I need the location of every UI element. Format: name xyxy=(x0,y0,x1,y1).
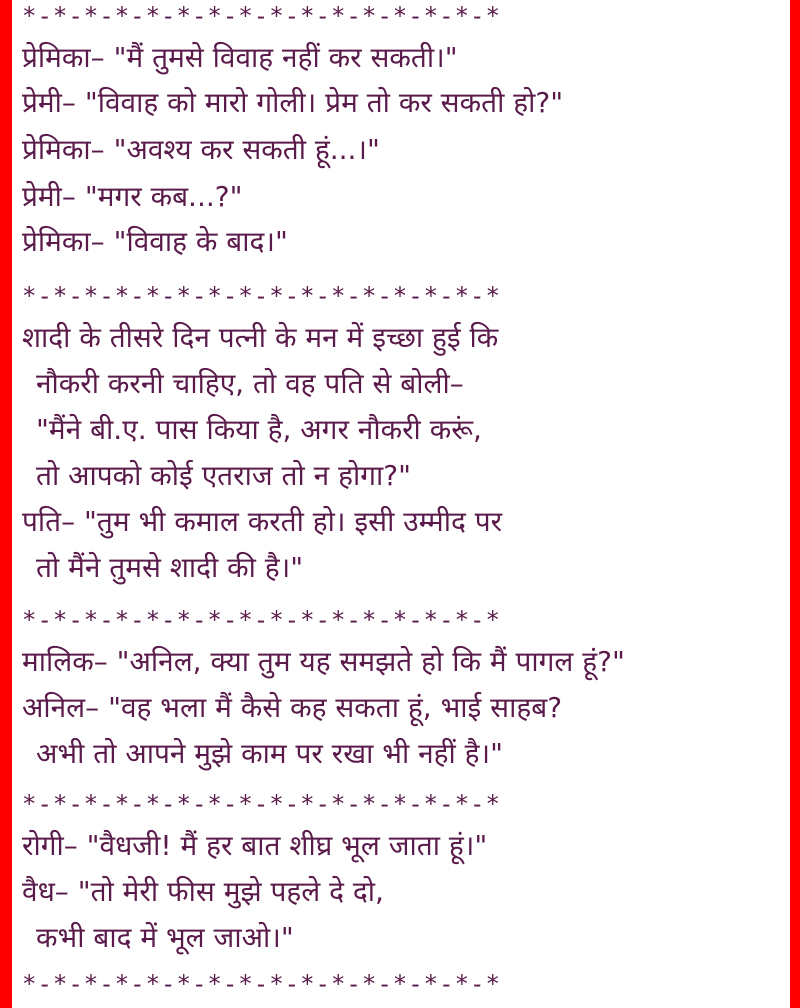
joke-3-line-2: अनिल– "वह भला मैं कैसे कह सकता हूं, भाई साहब? xyxy=(22,691,563,724)
joke-3-line-3: अभी तो आपने मुझे काम पर रखा भी नहीं है।" xyxy=(36,737,504,770)
joke-1-line-1: प्रेमिका– "मैं तुमसे विवाह नहीं कर सकती।" xyxy=(22,41,458,74)
left-red-border xyxy=(0,0,12,1008)
joke-1-line-5: प्रेमिका– "विवाह के बाद।" xyxy=(22,225,288,258)
right-red-border xyxy=(790,0,800,1008)
separator-line: *-*-*-*-*-*-*-*-*-*-*-*-*-*-*-* xyxy=(22,790,501,818)
joke-4-line-2: वैध– "तो मेरी फीस मुझे पहले दे दो, xyxy=(22,875,384,908)
joke-2-line-1: शादी के तीसरे दिन पत्नी के मन में इच्छा हुई कि xyxy=(22,321,499,354)
joke-3-line-1: मालिक– "अनिल, क्या तुम यह समझते हो कि मैं पागल हूं?" xyxy=(22,645,625,678)
joke-2-line-4: तो आपको कोई एतराज तो न होगा?" xyxy=(36,459,411,492)
joke-2-line-3: "मैंने बी.ए. पास किया है, अगर नौकरी करूं, xyxy=(36,413,482,446)
separator-line: *-*-*-*-*-*-*-*-*-*-*-*-*-*-*-* xyxy=(22,970,501,998)
separator-line: *-*-*-*-*-*-*-*-*-*-*-*-*-*-*-* xyxy=(22,606,501,634)
joke-2-line-6: तो मैंने तुमसे शादी की है।" xyxy=(36,551,304,584)
separator-line: *-*-*-*-*-*-*-*-*-*-*-*-*-*-*-* xyxy=(22,282,501,310)
separator-line: *-*-*-*-*-*-*-*-*-*-*-*-*-*-*-* xyxy=(22,2,501,30)
joke-4-line-3: कभी बाद में भूल जाओ।" xyxy=(36,921,294,954)
jokes-document xyxy=(22,0,787,1008)
joke-2-line-2: नौकरी करनी चाहिए, तो वह पति से बोली– xyxy=(36,367,464,400)
joke-1-line-4: प्रेमी– "मगर कब...?" xyxy=(22,180,243,213)
joke-2-line-5: पति– "तुम भी कमाल करती हो। इसी उम्मीद पर xyxy=(22,505,503,538)
joke-1-line-2: प्रेमी– "विवाह को मारो गोली। प्रेम तो कर सकती हो?" xyxy=(22,86,564,119)
joke-1-line-3: प्रेमिका– "अवश्य कर सकती हूं...।" xyxy=(22,133,380,166)
joke-4-line-1: रोगी– "वैधजी! मैं हर बात शीघ्र भूल जाता हूं।" xyxy=(22,829,488,862)
